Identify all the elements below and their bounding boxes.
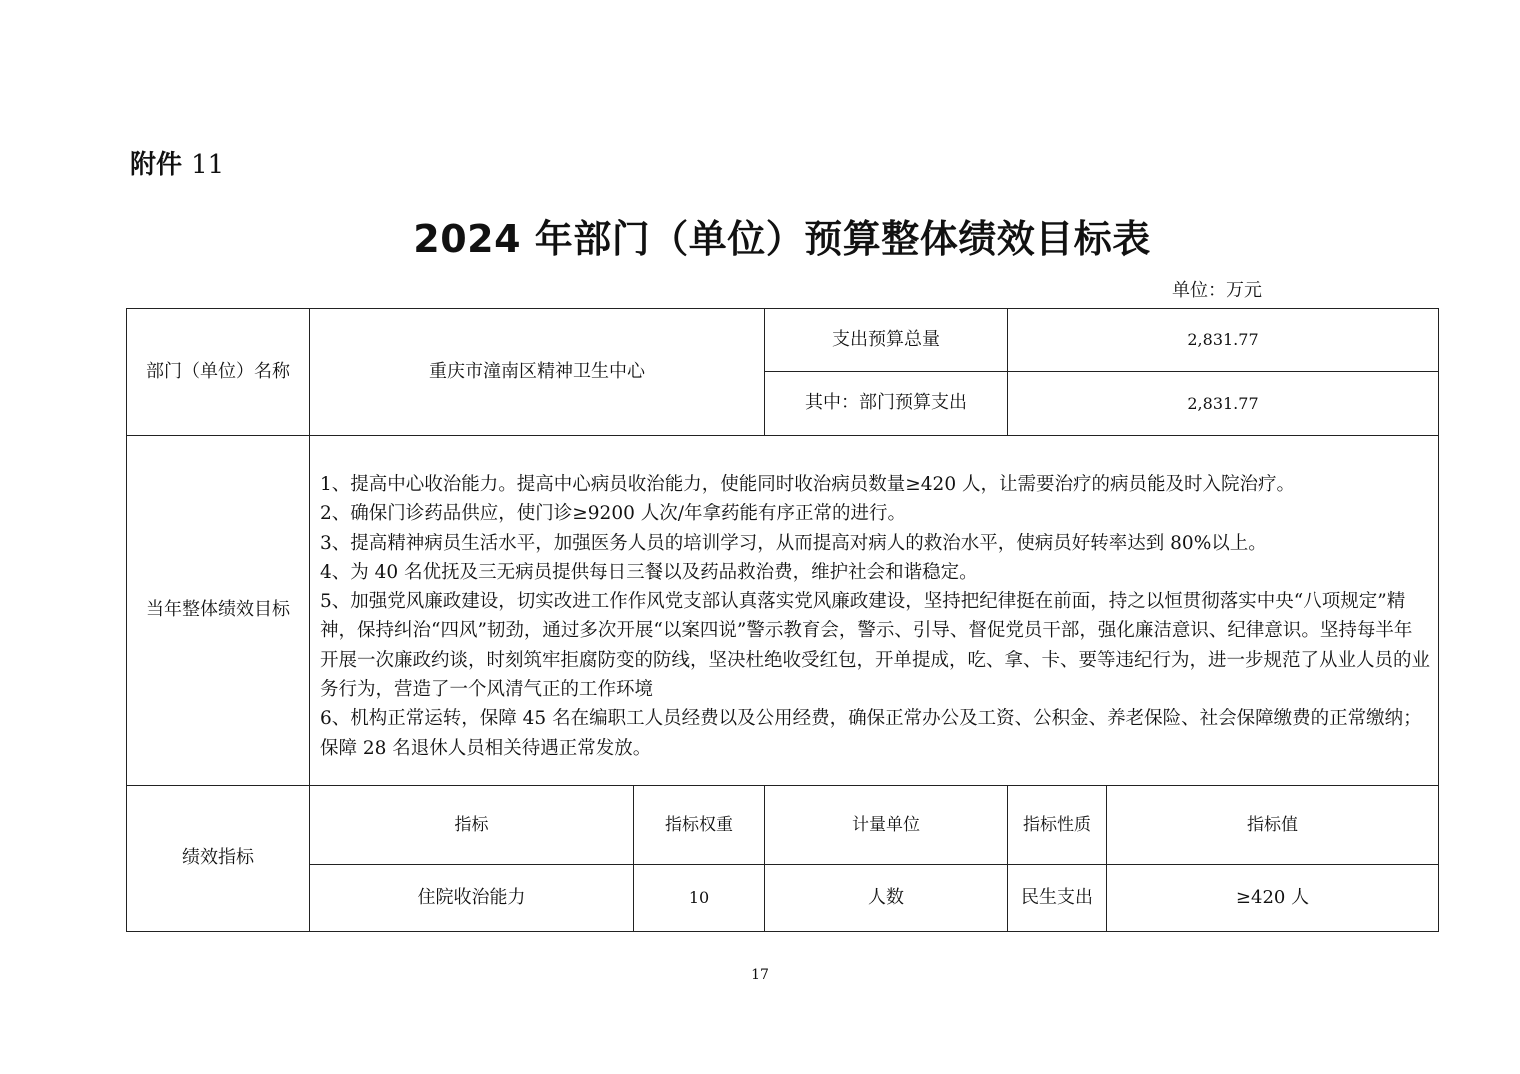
- performance-table: [126, 308, 1439, 932]
- page-title: 2024 年部门（单位）预算整体绩效目标表: [413, 217, 1151, 261]
- dept-budget-value-cell: 2,831.77: [1008, 372, 1439, 436]
- page-number: 17: [751, 967, 769, 983]
- goals-content-cell: [310, 436, 1439, 786]
- dept-budget-label-cell: 其中：部门预算支出: [765, 372, 1008, 436]
- indicator-weight-cell: 10: [634, 865, 765, 932]
- indicator-unit-cell: 人数: [765, 865, 1008, 932]
- goal-item: 5、加强党风廉政建设，切实改进工作作风党支部认真落实党风廉政建设，坚持把纪律挺在前面，持之以恒贯彻落实中央“八项规定”精神，保持纠治“四风”韧劲，通过多次开展“以案四说”警示教育会，警示、引导、督促党员干部，强化廉洁意识、纪律意识。坚持每半年开展一次廉政约谈，时刻筑牢拒腐防变的防线，坚决杜绝收受红包，开单提成，吃、拿、卡、要等违纪行为，进一步规范了从业人员的业务行为，营造了一个风清气正的工作环境: [320, 591, 1431, 701]
- goal-item: 6、机构正常运转，保障 45 名在编职工人员经费以及公用经费，确保正常办公及工资、公积金、养老保险、社会保障缴费的正常缴纳；保障 28 名退休人员相关待遇正常发放。: [320, 708, 1422, 759]
- attachment-number: 11: [191, 150, 225, 180]
- attachment-text: 附件: [130, 150, 183, 180]
- goal-item: 4、为 40 名优抚及三无病员提供每日三餐以及药品救治费，维护社会和谐稳定。: [320, 561, 978, 583]
- indicator-header-nature: 指标性质: [1008, 786, 1107, 865]
- attachment-label: [130, 144, 224, 181]
- total-budget-label-cell: 支出预算总量: [765, 309, 1008, 372]
- indicators-label-cell: 绩效指标: [127, 786, 310, 932]
- table-row: [127, 865, 1439, 932]
- indicator-header-unit: 计量单位: [765, 786, 1008, 865]
- indicator-header-name: 指标: [310, 786, 634, 865]
- indicator-value-cell: ≥420 人: [1107, 865, 1439, 932]
- goal-item: 3、提高精神病员生活水平，加强医务人员的培训学习，从而提高对病人的救治水平，使病员好转率达到 80%以上。: [320, 532, 1267, 554]
- indicator-header-value: 指标值: [1107, 786, 1439, 865]
- indicator-header-weight: 指标权重: [634, 786, 765, 865]
- indicator-name-cell: 住院收治能力: [310, 865, 634, 932]
- goal-item: 2、确保门诊药品供应，使门诊≥9200 人次/年拿药能有序正常的进行。: [320, 503, 906, 525]
- unit-label: 单位：万元: [1172, 280, 1262, 301]
- department-name-cell: 重庆市潼南区精神卫生中心: [310, 309, 765, 436]
- department-label-cell: 部门（单位）名称: [127, 309, 310, 436]
- indicator-nature-cell: 民生支出: [1008, 865, 1107, 932]
- goal-item: 1、提高中心收治能力。提高中心病员收治能力，使能同时收治病员数量≥420 人，让需要治疗的病员能及时入院治疗。: [320, 474, 1295, 495]
- total-budget-value-cell: 2,831.77: [1008, 309, 1439, 372]
- goals-label-cell: 当年整体绩效目标: [127, 436, 310, 786]
